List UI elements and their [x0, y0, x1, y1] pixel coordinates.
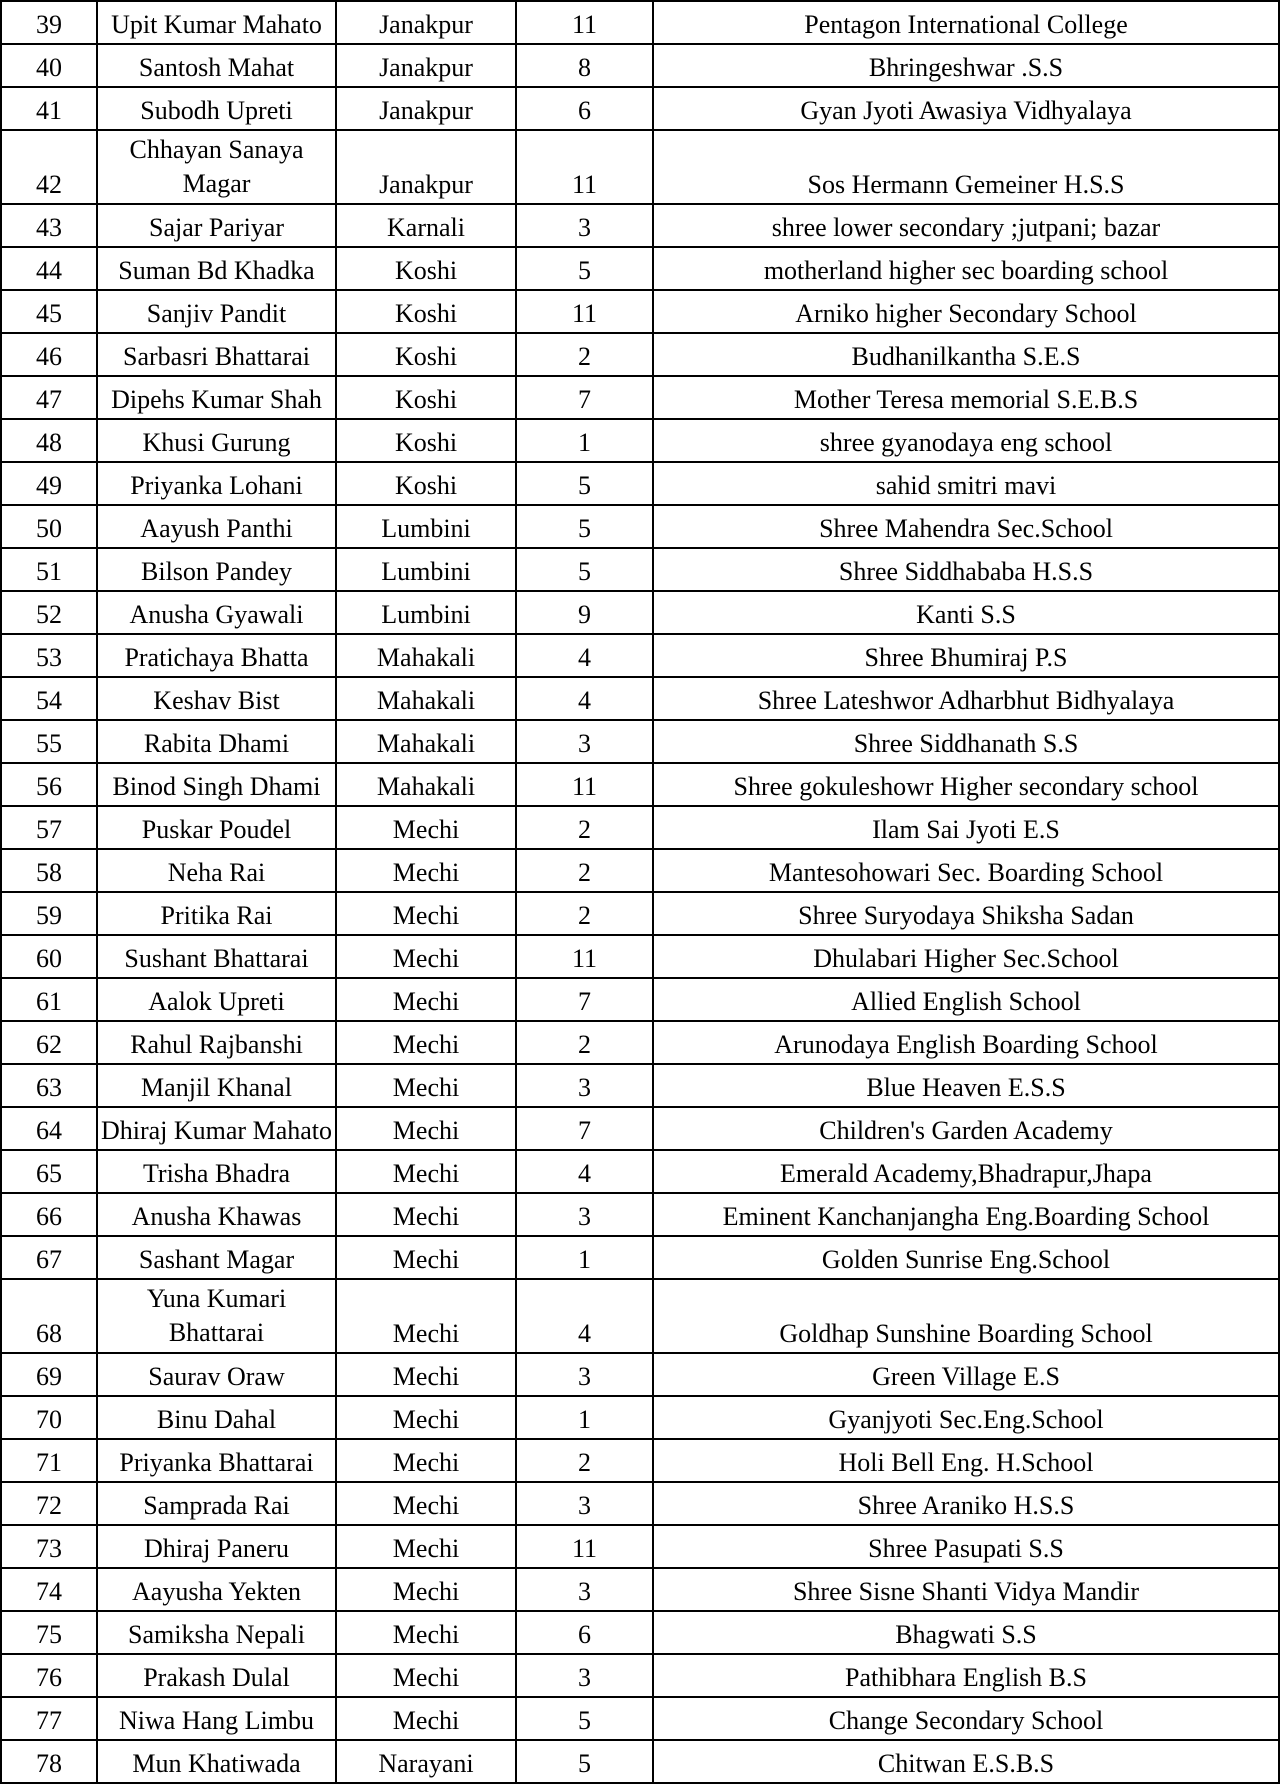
grade-cell: 7 [516, 978, 653, 1021]
grade-cell: 3 [516, 720, 653, 763]
student-name-cell: Khusi Gurung [97, 419, 336, 462]
student-name-cell: Anusha Khawas [97, 1193, 336, 1236]
student-name-cell: Santosh Mahat [97, 44, 336, 87]
table-row [1, 1439, 1279, 1482]
grade-cell: 5 [516, 247, 653, 290]
region-cell: Janakpur [336, 44, 516, 87]
school-name-cell: Arniko higher Secondary School [653, 290, 1279, 333]
student-name-cell: Binod Singh Dhami [97, 763, 336, 806]
grade-cell: 4 [516, 1150, 653, 1193]
region-cell: Mechi [336, 1236, 516, 1279]
serial-number-cell: 77 [1, 1697, 97, 1740]
table-row [1, 1236, 1279, 1279]
grade-cell: 7 [516, 1107, 653, 1150]
grade-cell: 11 [516, 1525, 653, 1568]
student-name-cell: Neha Rai [97, 849, 336, 892]
grade-cell: 3 [516, 1353, 653, 1396]
school-name-cell: Shree gokuleshowr Higher secondary school [653, 763, 1279, 806]
school-name-cell: Budhanilkantha S.E.S [653, 333, 1279, 376]
table-row [1, 290, 1279, 333]
table-row [1, 1740, 1279, 1783]
serial-number-cell: 40 [1, 44, 97, 87]
grade-cell: 3 [516, 1064, 653, 1107]
table-row [1, 1654, 1279, 1697]
table-row [1, 1, 1279, 44]
student-name-cell: Yuna Kumari Bhattarai [97, 1279, 336, 1353]
student-name-cell: Dhiraj Paneru [97, 1525, 336, 1568]
table-row [1, 1568, 1279, 1611]
grade-cell: 5 [516, 1740, 653, 1783]
school-name-cell: Chitwan E.S.B.S [653, 1740, 1279, 1783]
grade-cell: 2 [516, 1439, 653, 1482]
student-name-cell: Sashant Magar [97, 1236, 336, 1279]
school-name-cell: Eminent Kanchanjangha Eng.Boarding School [653, 1193, 1279, 1236]
serial-number-cell: 62 [1, 1021, 97, 1064]
table-row [1, 634, 1279, 677]
school-name-cell: Shree Pasupati S.S [653, 1525, 1279, 1568]
serial-number-cell: 56 [1, 763, 97, 806]
region-cell: Koshi [336, 333, 516, 376]
student-name-cell: Saurav Oraw [97, 1353, 336, 1396]
region-cell: Mechi [336, 1482, 516, 1525]
grade-cell: 1 [516, 1236, 653, 1279]
serial-number-cell: 54 [1, 677, 97, 720]
serial-number-cell: 49 [1, 462, 97, 505]
serial-number-cell: 75 [1, 1611, 97, 1654]
region-cell: Koshi [336, 376, 516, 419]
school-name-cell: Goldhap Sunshine Boarding School [653, 1279, 1279, 1353]
table-row [1, 935, 1279, 978]
serial-number-cell: 46 [1, 333, 97, 376]
table-row [1, 677, 1279, 720]
student-name-cell: Trisha Bhadra [97, 1150, 336, 1193]
table-row [1, 1482, 1279, 1525]
student-name-cell: Sanjiv Pandit [97, 290, 336, 333]
student-name-cell: Subodh Upreti [97, 87, 336, 130]
school-name-cell: Shree Bhumiraj P.S [653, 634, 1279, 677]
grade-cell: 11 [516, 130, 653, 204]
serial-number-cell: 47 [1, 376, 97, 419]
grade-cell: 5 [516, 548, 653, 591]
table-row [1, 333, 1279, 376]
table-row [1, 1396, 1279, 1439]
school-name-cell: Kanti S.S [653, 591, 1279, 634]
school-name-cell: Shree Sisne Shanti Vidya Mandir [653, 1568, 1279, 1611]
grade-cell: 2 [516, 849, 653, 892]
serial-number-cell: 72 [1, 1482, 97, 1525]
school-name-cell: Bhringeshwar .S.S [653, 44, 1279, 87]
school-name-cell: Shree Lateshwor Adharbhut Bidhyalaya [653, 677, 1279, 720]
grade-cell: 2 [516, 1021, 653, 1064]
region-cell: Janakpur [336, 130, 516, 204]
student-name-cell: Rahul Rajbanshi [97, 1021, 336, 1064]
grade-cell: 3 [516, 1654, 653, 1697]
grade-cell: 3 [516, 1568, 653, 1611]
school-name-cell: sahid smitri mavi [653, 462, 1279, 505]
table-row [1, 1525, 1279, 1568]
grade-cell: 4 [516, 634, 653, 677]
region-cell: Janakpur [336, 1, 516, 44]
school-name-cell: Green Village E.S [653, 1353, 1279, 1396]
grade-cell: 11 [516, 1, 653, 44]
student-name-cell: Chhayan Sanaya Magar [97, 130, 336, 204]
table-row [1, 1150, 1279, 1193]
serial-number-cell: 69 [1, 1353, 97, 1396]
student-name-cell: Samiksha Nepali [97, 1611, 336, 1654]
region-cell: Mahakali [336, 677, 516, 720]
student-name-cell: Dhiraj Kumar Mahato [97, 1107, 336, 1150]
serial-number-cell: 78 [1, 1740, 97, 1783]
school-name-cell: Pathibhara English B.S [653, 1654, 1279, 1697]
table-row [1, 204, 1279, 247]
region-cell: Mechi [336, 892, 516, 935]
school-name-cell: Pentagon International College [653, 1, 1279, 44]
student-name-cell: Suman Bd Khadka [97, 247, 336, 290]
region-cell: Lumbini [336, 548, 516, 591]
region-cell: Mechi [336, 1064, 516, 1107]
serial-number-cell: 50 [1, 505, 97, 548]
table-row [1, 247, 1279, 290]
school-name-cell: Sos Hermann Gemeiner H.S.S [653, 130, 1279, 204]
student-name-cell: Pratichaya Bhatta [97, 634, 336, 677]
student-name-cell: Priyanka Lohani [97, 462, 336, 505]
student-name-cell: Dipehs Kumar Shah [97, 376, 336, 419]
table-row [1, 1021, 1279, 1064]
school-name-cell: motherland higher sec boarding school [653, 247, 1279, 290]
grade-cell: 2 [516, 806, 653, 849]
school-name-cell: Blue Heaven E.S.S [653, 1064, 1279, 1107]
grade-cell: 6 [516, 87, 653, 130]
student-name-cell: Bilson Pandey [97, 548, 336, 591]
serial-number-cell: 48 [1, 419, 97, 462]
serial-number-cell: 61 [1, 978, 97, 1021]
region-cell: Mahakali [336, 720, 516, 763]
serial-number-cell: 55 [1, 720, 97, 763]
serial-number-cell: 44 [1, 247, 97, 290]
serial-number-cell: 51 [1, 548, 97, 591]
region-cell: Mechi [336, 1439, 516, 1482]
school-name-cell: Allied English School [653, 978, 1279, 1021]
grade-cell: 8 [516, 44, 653, 87]
region-cell: Mechi [336, 1150, 516, 1193]
student-name-cell: Aayusha Yekten [97, 1568, 336, 1611]
serial-number-cell: 58 [1, 849, 97, 892]
school-name-cell: Shree Suryodaya Shiksha Sadan [653, 892, 1279, 935]
school-name-cell: Gyanjyoti Sec.Eng.School [653, 1396, 1279, 1439]
region-cell: Mechi [336, 1396, 516, 1439]
region-cell: Mahakali [336, 634, 516, 677]
student-name-cell: Priyanka Bhattarai [97, 1439, 336, 1482]
region-cell: Koshi [336, 462, 516, 505]
serial-number-cell: 60 [1, 935, 97, 978]
table-row [1, 44, 1279, 87]
region-cell: Mechi [336, 978, 516, 1021]
serial-number-cell: 41 [1, 87, 97, 130]
school-name-cell: Shree Mahendra Sec.School [653, 505, 1279, 548]
student-name-cell: Samprada Rai [97, 1482, 336, 1525]
table-row [1, 130, 1279, 204]
region-cell: Lumbini [336, 505, 516, 548]
table-row [1, 419, 1279, 462]
region-cell: Mechi [336, 849, 516, 892]
region-cell: Mechi [336, 1568, 516, 1611]
school-name-cell: Golden Sunrise Eng.School [653, 1236, 1279, 1279]
table-row [1, 892, 1279, 935]
school-name-cell: Shree Siddhanath S.S [653, 720, 1279, 763]
table-row [1, 548, 1279, 591]
grade-cell: 3 [516, 204, 653, 247]
grade-cell: 1 [516, 419, 653, 462]
student-name-cell: Aayush Panthi [97, 505, 336, 548]
school-name-cell: Change Secondary School [653, 1697, 1279, 1740]
student-name-cell: Puskar Poudel [97, 806, 336, 849]
school-name-cell: Children's Garden Academy [653, 1107, 1279, 1150]
grade-cell: 5 [516, 462, 653, 505]
student-name-cell: Upit Kumar Mahato [97, 1, 336, 44]
region-cell: Narayani [336, 1740, 516, 1783]
grade-cell: 9 [516, 591, 653, 634]
table-row [1, 1193, 1279, 1236]
table-row [1, 763, 1279, 806]
region-cell: Janakpur [336, 87, 516, 130]
serial-number-cell: 70 [1, 1396, 97, 1439]
school-name-cell: Shree Siddhababa H.S.S [653, 548, 1279, 591]
serial-number-cell: 57 [1, 806, 97, 849]
serial-number-cell: 59 [1, 892, 97, 935]
student-name-cell: Keshav Bist [97, 677, 336, 720]
region-cell: Mahakali [336, 763, 516, 806]
grade-cell: 5 [516, 1697, 653, 1740]
student-name-cell: Prakash Dulal [97, 1654, 336, 1697]
grade-cell: 7 [516, 376, 653, 419]
grade-cell: 5 [516, 505, 653, 548]
table-row [1, 849, 1279, 892]
table-row [1, 1353, 1279, 1396]
school-name-cell: Mother Teresa memorial S.E.B.S [653, 376, 1279, 419]
table-row [1, 462, 1279, 505]
student-name-cell: Manjil Khanal [97, 1064, 336, 1107]
table-row [1, 806, 1279, 849]
grade-cell: 11 [516, 763, 653, 806]
grade-cell: 11 [516, 290, 653, 333]
serial-number-cell: 74 [1, 1568, 97, 1611]
school-name-cell: Shree Araniko H.S.S [653, 1482, 1279, 1525]
region-cell: Lumbini [336, 591, 516, 634]
serial-number-cell: 76 [1, 1654, 97, 1697]
school-name-cell: Arunodaya English Boarding School [653, 1021, 1279, 1064]
serial-number-cell: 52 [1, 591, 97, 634]
serial-number-cell: 42 [1, 130, 97, 204]
table-body [1, 1, 1279, 1783]
grade-cell: 2 [516, 333, 653, 376]
grade-cell: 6 [516, 1611, 653, 1654]
table-row [1, 1611, 1279, 1654]
grade-cell: 4 [516, 1279, 653, 1353]
region-cell: Koshi [336, 290, 516, 333]
grade-cell: 3 [516, 1482, 653, 1525]
serial-number-cell: 66 [1, 1193, 97, 1236]
region-cell: Koshi [336, 419, 516, 462]
serial-number-cell: 65 [1, 1150, 97, 1193]
school-name-cell: shree gyanodaya eng school [653, 419, 1279, 462]
region-cell: Karnali [336, 204, 516, 247]
student-name-cell: Sushant Bhattarai [97, 935, 336, 978]
school-name-cell: Bhagwati S.S [653, 1611, 1279, 1654]
school-name-cell: Holi Bell Eng. H.School [653, 1439, 1279, 1482]
grade-cell: 1 [516, 1396, 653, 1439]
student-name-cell: Sajar Pariyar [97, 204, 336, 247]
region-cell: Mechi [336, 1353, 516, 1396]
student-name-cell: Niwa Hang Limbu [97, 1697, 336, 1740]
region-cell: Mechi [336, 806, 516, 849]
table-row [1, 87, 1279, 130]
serial-number-cell: 73 [1, 1525, 97, 1568]
table-row [1, 505, 1279, 548]
region-cell: Mechi [336, 1654, 516, 1697]
table-row [1, 1697, 1279, 1740]
region-cell: Mechi [336, 935, 516, 978]
student-name-cell: Rabita Dhami [97, 720, 336, 763]
school-name-cell: Dhulabari Higher Sec.School [653, 935, 1279, 978]
region-cell: Mechi [336, 1193, 516, 1236]
student-name-cell: Anusha Gyawali [97, 591, 336, 634]
grade-cell: 3 [516, 1193, 653, 1236]
region-cell: Mechi [336, 1279, 516, 1353]
region-cell: Koshi [336, 247, 516, 290]
school-name-cell: Mantesohowari Sec. Boarding School [653, 849, 1279, 892]
school-name-cell: shree lower secondary ;jutpani; bazar [653, 204, 1279, 247]
serial-number-cell: 63 [1, 1064, 97, 1107]
table-row [1, 1064, 1279, 1107]
student-name-cell: Sarbasri Bhattarai [97, 333, 336, 376]
school-name-cell: Gyan Jyoti Awasiya Vidhyalaya [653, 87, 1279, 130]
grade-cell: 2 [516, 892, 653, 935]
table-row [1, 376, 1279, 419]
student-name-cell: Mun Khatiwada [97, 1740, 336, 1783]
region-cell: Mechi [336, 1611, 516, 1654]
grade-cell: 11 [516, 935, 653, 978]
serial-number-cell: 43 [1, 204, 97, 247]
serial-number-cell: 45 [1, 290, 97, 333]
serial-number-cell: 68 [1, 1279, 97, 1353]
serial-number-cell: 64 [1, 1107, 97, 1150]
serial-number-cell: 67 [1, 1236, 97, 1279]
table-row [1, 1107, 1279, 1150]
region-cell: Mechi [336, 1697, 516, 1740]
serial-number-cell: 53 [1, 634, 97, 677]
table-row [1, 1279, 1279, 1353]
table-row [1, 720, 1279, 763]
student-name-cell: Binu Dahal [97, 1396, 336, 1439]
school-name-cell: Ilam Sai Jyoti E.S [653, 806, 1279, 849]
region-cell: Mechi [336, 1021, 516, 1064]
region-cell: Mechi [336, 1107, 516, 1150]
student-name-cell: Aalok Upreti [97, 978, 336, 1021]
serial-number-cell: 39 [1, 1, 97, 44]
serial-number-cell: 71 [1, 1439, 97, 1482]
region-cell: Mechi [336, 1525, 516, 1568]
table-row [1, 978, 1279, 1021]
grade-cell: 4 [516, 677, 653, 720]
student-name-cell: Pritika Rai [97, 892, 336, 935]
school-name-cell: Emerald Academy,Bhadrapur,Jhapa [653, 1150, 1279, 1193]
table-row [1, 591, 1279, 634]
